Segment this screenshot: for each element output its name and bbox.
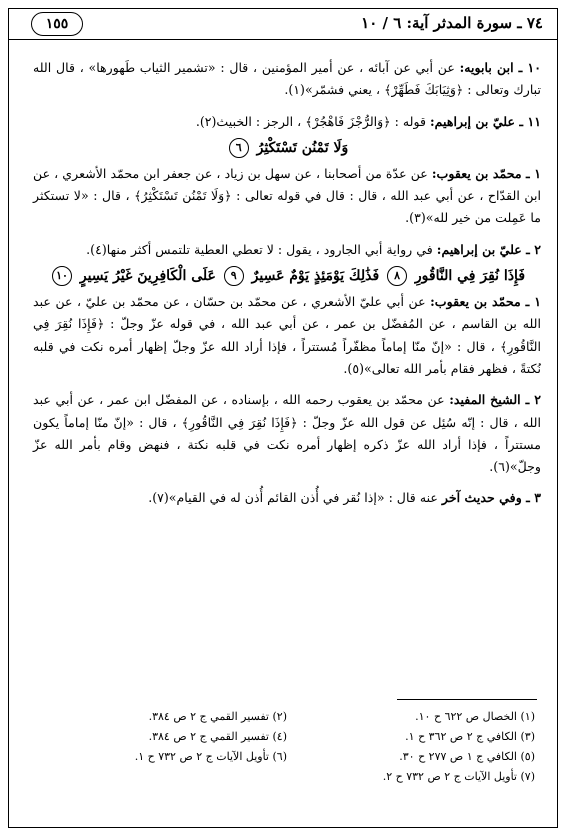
footnotes: [39, 707, 535, 787]
quran-verses-8-10: فَإِذَا نُقِرَ فِي النَّاقُورِ ٨ فَذَٰلِكَ يَوْمَئِذٍ يَوْمٌ عَسِيرٌ ٩ عَلَى الْكَافِرِينَ غَيْرُ يَسِيرٍ ١٠: [33, 261, 541, 291]
hadith-text: عنه قال : «إذا نُقر في أُذن القائم أُذن له في القيام»(٧).: [148, 490, 438, 506]
footnote: (٤) تفسير القمي ج ٢ ص ٣٨٤.: [148, 730, 287, 743]
hadith-3: [33, 487, 541, 509]
quran-verse-6: وَلَا تَمْنُن تَسْتَكْثِرُ ٦: [33, 133, 541, 163]
narrator-heading: ١ ـ محمّد بن يعقوب:: [431, 165, 541, 181]
narrator-heading: ٢ ـ عليّ بن إبراهيم:: [436, 241, 541, 257]
book-page: [8, 8, 558, 828]
footnote: (٢) تفسير القمي ج ٢ ص ٣٨٤.: [148, 710, 287, 723]
narrator-heading: ٢ ـ الشيخ المفيد:: [449, 392, 541, 408]
footnote: (١) الخصال ص ٦٢٢ ح ١٠.: [415, 710, 535, 723]
narrator-heading: ١٠ ـ ابن بابويه:: [459, 60, 541, 75]
ayah-number-marker: ٩: [224, 266, 244, 286]
footnote: (٥) الكافي ج ١ ص ٢٧٧ ح ٣٠.: [399, 750, 535, 763]
page-number-badge: ١٥٥: [31, 12, 83, 36]
footnote-row: [39, 727, 535, 747]
ayah-number-marker: ٦: [229, 138, 249, 158]
hadith-2: [33, 239, 541, 261]
footnote-row: [39, 767, 535, 787]
hadith-text: عن أبي عليّ الأشعري ، عن محمّد بن حسّان ، عن محمّد بن عليّ ، عن عبد الله بن القاسم ، عن المُفضّل بن عمر ، عن أبي عبد الله ، في قوله عزّ وجلّ : ﴿فَإِذَا نُقِرَ فِي النَّاقُورِ﴾ ، قال : «إنّ منّا إماماً مظفّراً مُستتراً ، فإذا أراد الله عزّ وجلّ إظهار أمره نكت في قلبه نُكتةً ، فظهر فقام بأمر الله تعالى»(٥).: [33, 294, 541, 376]
hadith-text: عن محمّد بن يعقوب رحمه الله ، بإسناده ، عن المفضّل ابن عمر ، عن أبي عبد الله ، قال : إنّه سُئِل عن قول الله عزّ وجلّ : ﴿فَإِذَا نُقِرَ فِي النَّاقُورِ﴾ ، قال : «إنّ منّا إماماً يكون مستتراً ، فإذا أراد الله عزّ ذكره إظهار أمره نكت في قلبه نكتة ، فنهض وقام بأمر الله عزّ وجلّ»(٦).: [33, 392, 541, 475]
hadith-text: عن عدّة من أصحابنا ، عن سهل بن زياد ، عن جعفر ابن محمّد الأشعري ، عن ابن القدّاح ، عن أبي عبد الله ، قال : قال في قوله تعالى : ﴿وَلَا تَمْنُن تَسْتَكْثِرُ﴾ ، قال : «لا تستكثر ما عَمِلت من خير لله»(٣).: [33, 165, 541, 226]
hadith-text: قوله : ﴿وَالرُّجْزَ فَاهْجُرْ﴾ ، الرجز : الخبيث(٢).: [195, 113, 427, 129]
footnote: (٧) تأويل الآيات ج ٢ ص ٧٣٢ ح ٢.: [382, 770, 535, 783]
hadith-text: عن أبي عن آبائه ، عن أمير المؤمنين ، قال : «تشمير الثياب طَهورها» ، قال الله تبارك وتعالى : ﴿وَثِيَابَكَ فَطَهِّرْ﴾ ، يعني فشمّر»(١).: [33, 60, 541, 98]
footnote-separator: [397, 699, 537, 700]
narrator-heading: ١ ـ محمّد بن يعقوب:: [430, 294, 541, 310]
footnote-row: [39, 707, 535, 727]
ayah-number-marker: ١٠: [52, 266, 72, 286]
hadith-1: [33, 163, 541, 230]
hadith-text: في رواية أبي الجارود ، يقول : لا تعطي العطية تلتمس أكثر منها(٤).: [86, 241, 433, 257]
surah-title: ٧٤ ـ سورة المدثر آية: ٦ / ١٠: [361, 14, 543, 32]
footnote-row: [39, 747, 535, 767]
footnote: [39, 767, 287, 787]
hadith-11: [33, 111, 541, 133]
hadith-2b: [33, 389, 541, 478]
hadith-1b: [33, 291, 541, 380]
narrator-heading: ٣ ـ وفي حديث آخر: [441, 490, 541, 506]
footnote: (٦) تأويل الآيات ج ٢ ص ٧٣٢ ح ١.: [134, 750, 287, 763]
ayah-number-marker: ٨: [387, 266, 407, 286]
narrator-heading: ١١ ـ عليّ بن إبراهيم:: [430, 113, 541, 129]
main-text: [33, 57, 541, 510]
page-header: [9, 9, 557, 40]
hadith-10: [33, 57, 541, 102]
footnote: (٣) الكافي ج ٢ ص ٣٦٢ ح ١.: [405, 730, 535, 743]
